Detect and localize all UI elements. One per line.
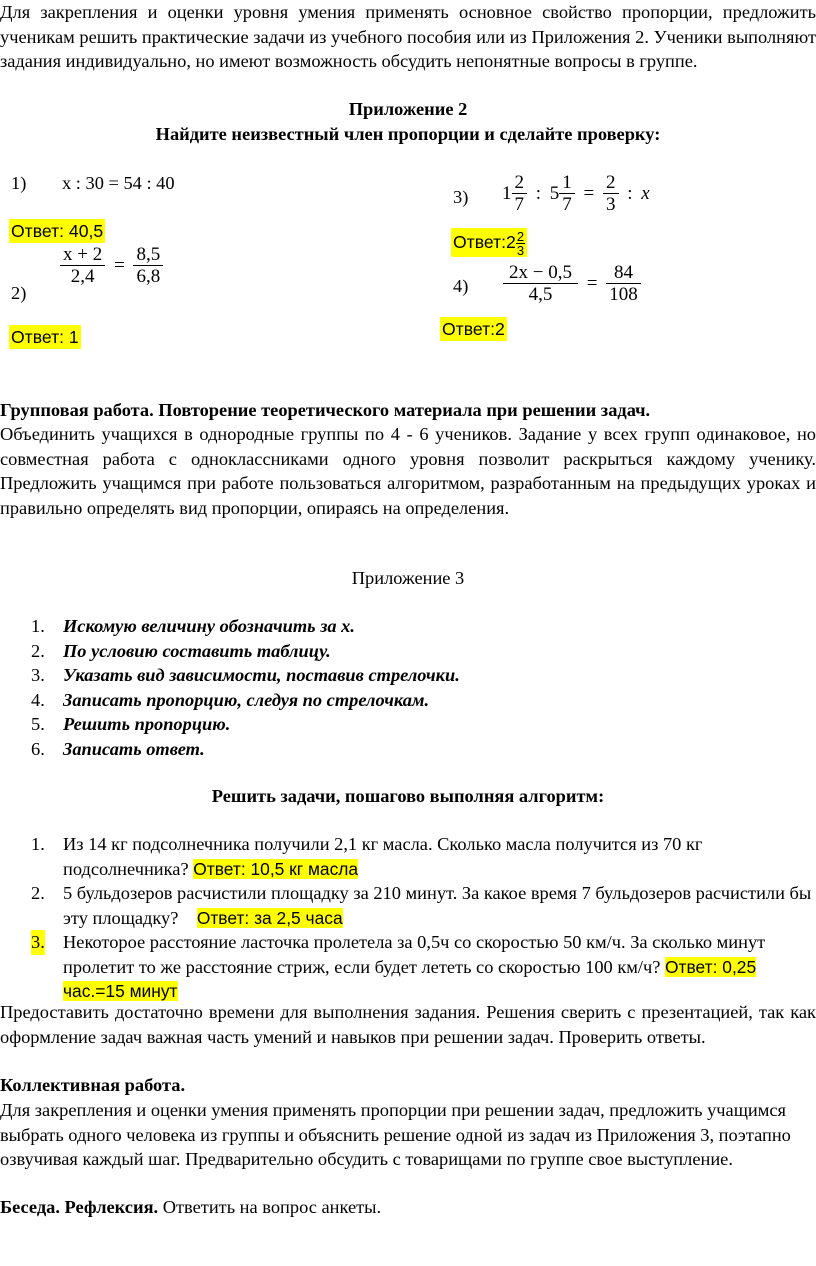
task3-answer-prefix: Ответ:: [453, 232, 507, 252]
task2-number: 2): [11, 283, 27, 303]
task2-answer: Ответ: 1: [11, 327, 79, 347]
task2-left-denominator: 2,4: [70, 266, 95, 288]
list-item: [0, 688, 816, 713]
group-work-heading: Групповая работа. Повторение теоретического материала при решении задач.: [0, 400, 651, 420]
reflection-heading: Беседа. Рефлексия.: [0, 1197, 159, 1217]
problem-answer: Ответ: 0,25 час.=15 минут: [63, 956, 757, 1001]
task1-expression: x : 30 = 54 : 40: [62, 173, 175, 193]
list-item: [0, 639, 816, 664]
list-item: [0, 832, 816, 881]
task2-equals: =: [113, 254, 125, 276]
group-work-paragraph: Объединить учащихся в однородные группы по 4 - 6 учеников. Задание у всех групп одинаковое, но совместная работа с одноклассниками одного уровня позволит раскрыться каждому ученику. Предложить учащимся при работе пользоваться алгоритмом, разработанным на предыдущих уроках и правильно определять вид пропорции, опираясь на определения.: [0, 424, 816, 518]
task4-right-numerator: 84: [606, 262, 641, 284]
task3-number: 3): [453, 187, 469, 207]
problem-text: Из 14 кг подсолнечника получили 2,1 кг масла. Сколько масла получится из 70 кг подсолнечника?: [63, 834, 703, 879]
task2-right-denominator: 6,8: [136, 266, 161, 288]
task3-equation: [502, 172, 650, 215]
task3-whole2: 5: [549, 182, 560, 204]
collective-work-paragraph: Для закрепления и оценки умения применять пропорции при решении задач, предложить учащимся выбрать одного человека из группы и объяснить решение одной из задач из Приложения 3, поэтапно озвучивая каждый шаг. Предварительно обсудить с товарищами по группе свое выступление.: [0, 1100, 791, 1169]
step-number: 5.: [31, 714, 45, 734]
task1-answer: Ответ: 40,5: [11, 221, 104, 241]
step-text: По условию составить таблицу.: [63, 640, 331, 661]
list-item: [0, 930, 816, 1004]
step-text: Решить пропорцию.: [63, 714, 231, 734]
problem-answer: Ответ: 10,5 кг масла: [193, 858, 359, 879]
task3-fraction2-numerator: 1: [559, 172, 575, 194]
task3-answer: [451, 228, 527, 257]
task2-right-numerator: 8,5: [133, 244, 163, 266]
appendix2-title: Приложение 2: [348, 99, 468, 119]
list-item: [0, 881, 816, 930]
task4-left-denominator: 4,5: [528, 284, 553, 306]
list-item: [0, 614, 816, 639]
list-item: [0, 737, 816, 762]
task4-equation: [503, 262, 641, 305]
task3-fraction1-numerator: 2: [512, 172, 528, 194]
task3-answer-denominator: 3: [516, 242, 525, 258]
task3-answer-whole: 2: [506, 232, 516, 252]
tasks-heading: Решить задачи, пошагово выполняя алгоритм:: [211, 786, 605, 806]
reflection-paragraph: [0, 1195, 816, 1220]
task3-colon1: :: [535, 182, 542, 204]
task4-left-numerator: 2x − 0,5: [503, 262, 578, 284]
problem-text: Некоторое расстояние ласточка пролетела за 0,5ч со скоростью 50 км/ч. За сколько минут пролетит то же расстояние стриж, если будет лететь со скоростью 100 км/ч?: [63, 932, 766, 977]
appendix2-subtitle: Найдите неизвестный член пропорции и сделайте проверку:: [155, 124, 661, 144]
task4-right-denominator: 108: [609, 284, 638, 306]
algorithm-steps-list: [0, 614, 816, 761]
collective-work-heading: Коллективная работа.: [0, 1075, 186, 1095]
task4-left-fraction: [503, 262, 578, 305]
task3-answer-fraction: [516, 230, 525, 257]
intro-paragraph: Для закрепления и оценки уровня умения применять основное свойство пропорции, предложить ученикам решить практические задачи из учебного пособия или из Приложения 2. Ученики выполняют задания индивидуально, но имеют возможность обсудить непонятные вопросы в группе.: [0, 2, 816, 71]
step-number: 4.: [31, 689, 45, 710]
step-text: Записать ответ.: [63, 738, 205, 759]
step-text: Записать пропорцию, следуя по стрелочкам.: [63, 689, 430, 710]
step-number: 1.: [31, 616, 45, 636]
task3-answer-numerator: 2: [516, 228, 525, 244]
step-number: 6.: [31, 738, 45, 759]
task3-colon2: :: [627, 182, 633, 204]
appendix3-title: Приложение 3: [351, 568, 465, 588]
task3-fraction2: [559, 172, 575, 215]
reflection-text: Ответить на вопрос анкеты.: [158, 1197, 382, 1217]
task4-answer: Ответ:2: [442, 319, 505, 339]
step-text: Указать вид зависимости, поставив стрелочки.: [63, 665, 460, 685]
task2-left-numerator: x + 2: [60, 244, 105, 266]
problem-answer: Ответ: за 2,5 часа: [196, 907, 343, 928]
list-item: [0, 663, 816, 688]
task3-fraction3-numerator: 2: [603, 172, 619, 194]
word-problems-list: [0, 832, 816, 1004]
task3-variable: x: [641, 182, 650, 204]
task4-number: 4): [453, 276, 469, 296]
problem-number: 2.: [31, 883, 45, 903]
task3-fraction3-denominator: 3: [606, 194, 616, 216]
problem-text: 5 бульдозеров расчистили площадку за 210 минут. За какое время 7 бульдозеров расчистили бы эту площадку?: [63, 883, 816, 928]
task3-equals: =: [583, 182, 595, 204]
after-tasks-paragraph: Предоставить достаточно времени для выполнения задания. Решения сверить с презентацией, так как оформление задач важная часть умений и навыков при решении задач. Проверить ответы.: [0, 1002, 816, 1047]
task2-equation: [60, 244, 163, 287]
step-number: 2.: [31, 640, 45, 661]
task4-equals: =: [586, 272, 598, 294]
task2-left-fraction: [60, 244, 105, 287]
task3-fraction1-denominator: 7: [514, 194, 524, 216]
task3-whole1: 1: [502, 182, 512, 204]
list-item: [0, 712, 816, 737]
step-number: 3.: [31, 665, 45, 685]
problem-number: 1.: [31, 834, 45, 854]
task3-fraction3: [603, 172, 619, 215]
task3-fraction2-denominator: 7: [562, 194, 572, 216]
task4-right-fraction: [606, 262, 641, 305]
task1-number: 1): [11, 173, 27, 193]
problem-number: 3.: [31, 930, 45, 955]
step-text: Искомую величину обозначить за х.: [63, 616, 355, 636]
task3-fraction1: [512, 172, 528, 215]
task2-right-fraction: [133, 244, 163, 287]
